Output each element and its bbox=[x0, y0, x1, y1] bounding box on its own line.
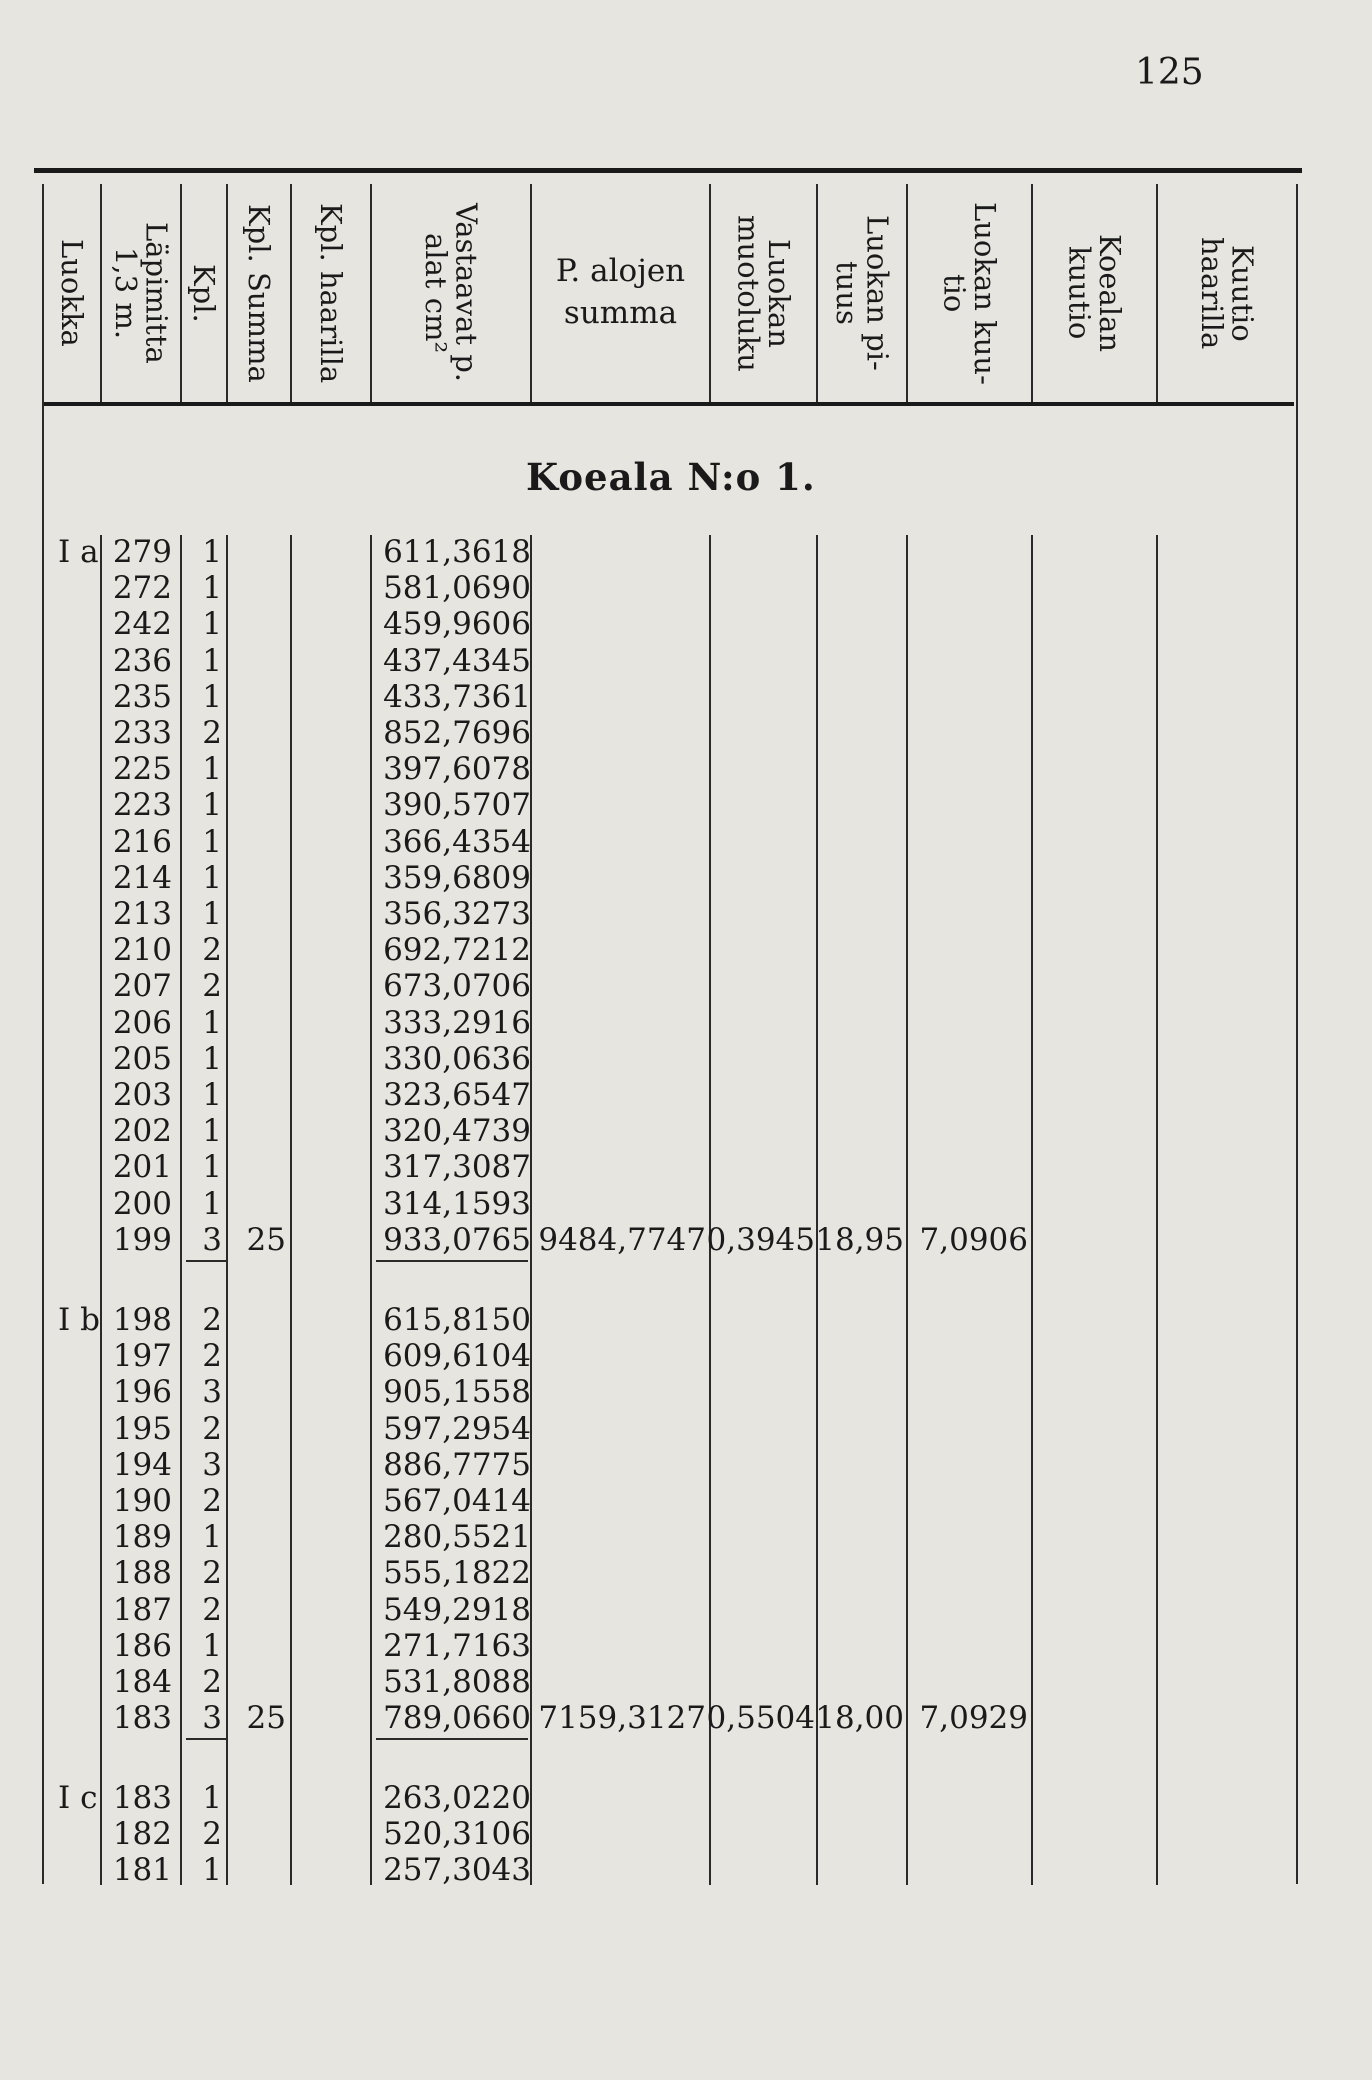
area-cell: 330,0636 bbox=[383, 1040, 531, 1077]
diameter-cell: 225 bbox=[112, 751, 172, 788]
area-cell: 531,8088 bbox=[383, 1664, 531, 1700]
height-cell: 18,95 bbox=[815, 1221, 904, 1258]
count-cell: 1 bbox=[202, 1852, 222, 1889]
count-cell: 2 bbox=[202, 968, 222, 1005]
table-row bbox=[0, 1816, 1372, 1852]
diameter-cell: 195 bbox=[112, 1410, 172, 1447]
count-cell: 1 bbox=[202, 1113, 222, 1150]
diameter-cell: 210 bbox=[112, 932, 172, 969]
diameter-cell: 214 bbox=[112, 859, 172, 896]
count-cell: 1 bbox=[202, 678, 222, 715]
table-row bbox=[0, 1447, 1372, 1483]
table-row bbox=[0, 751, 1372, 787]
table-row bbox=[0, 1338, 1372, 1374]
diameter-cell: 200 bbox=[112, 1185, 172, 1222]
area-sum-rule bbox=[376, 1738, 528, 1740]
table-row bbox=[0, 824, 1372, 860]
table-row bbox=[0, 860, 1372, 896]
count-cell: 1 bbox=[202, 1040, 222, 1077]
header-lapimitta: Läpimitta 1,3 m. bbox=[109, 222, 174, 364]
diameter-cell: 190 bbox=[112, 1483, 172, 1519]
diameter-cell: 235 bbox=[112, 678, 172, 715]
diameter-cell: 205 bbox=[112, 1040, 172, 1077]
area-cell: 615,8150 bbox=[383, 1302, 531, 1338]
height-cell: 18,00 bbox=[815, 1700, 904, 1737]
diameter-cell: 187 bbox=[112, 1591, 172, 1628]
count-sum-cell: 25 bbox=[246, 1700, 286, 1737]
count-cell: 1 bbox=[202, 751, 222, 788]
area-cell: 356,3273 bbox=[383, 896, 531, 932]
table-row bbox=[0, 1222, 1372, 1258]
header-koealan: Koealan kuutio bbox=[1062, 233, 1127, 353]
area-cell: 609,6104 bbox=[383, 1338, 531, 1375]
diameter-cell: 194 bbox=[112, 1446, 172, 1483]
diameter-cell: 181 bbox=[112, 1852, 172, 1889]
count-sum-cell: 25 bbox=[246, 1221, 286, 1258]
count-cell: 1 bbox=[202, 1627, 222, 1664]
table-row bbox=[0, 1186, 1372, 1222]
table-row bbox=[0, 1519, 1372, 1555]
volume-cell: 7,0906 bbox=[919, 1221, 1028, 1258]
count-cell: 2 bbox=[202, 1483, 222, 1519]
diameter-cell: 184 bbox=[112, 1664, 172, 1700]
header-pituus: Luokan pi- tuus bbox=[830, 215, 895, 371]
diameter-cell: 279 bbox=[112, 534, 172, 570]
count-cell: 1 bbox=[202, 1185, 222, 1222]
class-label: I b bbox=[58, 1302, 100, 1338]
table-row bbox=[0, 570, 1372, 606]
area-cell: 390,5707 bbox=[383, 787, 531, 824]
diameter-cell: 189 bbox=[112, 1519, 172, 1556]
table-row bbox=[0, 679, 1372, 715]
table-row bbox=[0, 1555, 1372, 1591]
area-cell: 280,5521 bbox=[383, 1519, 531, 1556]
table-row bbox=[0, 896, 1372, 932]
diameter-cell: 223 bbox=[112, 787, 172, 824]
header-p-alojen: P. alojen summa bbox=[555, 253, 686, 331]
area-cell: 397,6078 bbox=[383, 751, 531, 788]
area-cell: 433,7361 bbox=[383, 678, 531, 715]
diameter-cell: 242 bbox=[112, 606, 172, 643]
volume-cell: 7,0929 bbox=[919, 1700, 1028, 1737]
area-cell: 323,6547 bbox=[383, 1077, 531, 1113]
area-cell: 359,6809 bbox=[383, 859, 531, 896]
table-row bbox=[0, 1780, 1372, 1816]
area-cell: 886,7775 bbox=[383, 1446, 531, 1483]
diameter-cell: 216 bbox=[112, 823, 172, 860]
count-cell: 1 bbox=[202, 642, 222, 679]
area-cell: 673,0706 bbox=[383, 968, 531, 1005]
form-factor-cell: 0,3945 bbox=[706, 1221, 815, 1258]
diameter-cell: 198 bbox=[112, 1302, 172, 1338]
diameter-cell: 207 bbox=[112, 968, 172, 1005]
page-number: 125 bbox=[1135, 52, 1204, 93]
diameter-cell: 197 bbox=[112, 1338, 172, 1375]
diameter-cell: 186 bbox=[112, 1627, 172, 1664]
count-cell: 2 bbox=[202, 1664, 222, 1700]
count-cell: 3 bbox=[202, 1374, 222, 1411]
diameter-cell: 199 bbox=[112, 1221, 172, 1258]
area-cell: 314,1593 bbox=[383, 1185, 531, 1222]
count-cell: 2 bbox=[202, 1555, 222, 1592]
count-cell: 2 bbox=[202, 715, 222, 751]
table-row bbox=[0, 1113, 1372, 1149]
table-row bbox=[0, 1700, 1372, 1736]
table-row bbox=[0, 932, 1372, 968]
count-cell: 1 bbox=[202, 1780, 222, 1816]
class-label: I c bbox=[58, 1780, 98, 1816]
area-cell: 271,7163 bbox=[383, 1627, 531, 1664]
header-kpl-haarilla: Kpl. haarilla bbox=[314, 202, 349, 384]
area-cell: 366,4354 bbox=[383, 823, 531, 860]
diameter-cell: 272 bbox=[112, 570, 172, 607]
diameter-cell: 206 bbox=[112, 1004, 172, 1041]
table-row bbox=[0, 1852, 1372, 1888]
diameter-cell: 203 bbox=[112, 1077, 172, 1113]
diameter-cell: 202 bbox=[112, 1113, 172, 1150]
table-row bbox=[0, 1411, 1372, 1447]
diameter-cell: 213 bbox=[112, 896, 172, 932]
area-cell: 437,4345 bbox=[383, 642, 531, 679]
table-row bbox=[0, 606, 1372, 642]
header-vastaavat: Vastaavat p. alat cm² bbox=[419, 203, 484, 383]
area-cell: 520,3106 bbox=[383, 1816, 531, 1853]
count-cell: 2 bbox=[202, 1338, 222, 1375]
top-rule bbox=[34, 168, 1302, 173]
diameter-cell: 196 bbox=[112, 1374, 172, 1411]
area-cell: 611,3618 bbox=[383, 534, 531, 570]
class-label: I a bbox=[58, 534, 99, 570]
area-sum-rule bbox=[376, 1260, 528, 1262]
area-cell: 459,9606 bbox=[383, 606, 531, 643]
area-cell: 692,7212 bbox=[383, 932, 531, 969]
count-cell: 1 bbox=[202, 787, 222, 824]
count-cell: 1 bbox=[202, 859, 222, 896]
count-cell: 2 bbox=[202, 932, 222, 969]
table-row bbox=[0, 1005, 1372, 1041]
table-row bbox=[0, 1041, 1372, 1077]
table-row bbox=[0, 1483, 1372, 1519]
table-row bbox=[0, 968, 1372, 1004]
table-row bbox=[0, 534, 1372, 570]
table-row bbox=[0, 1077, 1372, 1113]
form-factor-cell: 0,5504 bbox=[706, 1700, 815, 1737]
area-cell: 597,2954 bbox=[383, 1410, 531, 1447]
diameter-cell: 182 bbox=[112, 1816, 172, 1853]
count-cell: 2 bbox=[202, 1816, 222, 1853]
count-cell: 2 bbox=[202, 1302, 222, 1338]
count-cell: 1 bbox=[202, 570, 222, 607]
table-row bbox=[0, 1664, 1372, 1700]
count-cell: 1 bbox=[202, 1004, 222, 1041]
count-cell: 2 bbox=[202, 1591, 222, 1628]
table-row bbox=[0, 1592, 1372, 1628]
diameter-cell: 233 bbox=[112, 715, 172, 751]
area-cell: 320,4739 bbox=[383, 1113, 531, 1150]
diameter-cell: 201 bbox=[112, 1149, 172, 1186]
area-cell: 789,0660 bbox=[383, 1700, 531, 1737]
count-cell: 2 bbox=[202, 1410, 222, 1447]
area-cell: 581,0690 bbox=[383, 570, 531, 607]
area-cell: 549,2918 bbox=[383, 1591, 531, 1628]
count-sum-rule bbox=[186, 1260, 226, 1262]
diameter-cell: 183 bbox=[112, 1780, 172, 1816]
area-cell: 263,0220 bbox=[383, 1780, 531, 1816]
count-sum-rule bbox=[186, 1738, 226, 1740]
diameter-cell: 236 bbox=[112, 642, 172, 679]
table-row bbox=[0, 787, 1372, 823]
table-row bbox=[0, 1374, 1372, 1410]
area-cell: 852,7696 bbox=[383, 715, 531, 751]
count-cell: 1 bbox=[202, 1077, 222, 1113]
header-bottom-rule bbox=[44, 402, 1294, 406]
header-kpl-summa: Kpl. Summa bbox=[242, 203, 277, 383]
header-kuutio: Luokan kuu- tio bbox=[937, 201, 1002, 385]
header-muotoluku: Luokan muotoluku bbox=[731, 214, 796, 372]
count-cell: 1 bbox=[202, 534, 222, 570]
table-row bbox=[0, 643, 1372, 679]
header-haarilla: Kuutio haarilla bbox=[1195, 236, 1260, 350]
count-cell: 3 bbox=[202, 1446, 222, 1483]
area-cell: 333,2916 bbox=[383, 1004, 531, 1041]
count-cell: 1 bbox=[202, 1149, 222, 1186]
diameter-cell: 183 bbox=[112, 1700, 172, 1737]
table-row bbox=[0, 715, 1372, 751]
count-cell: 1 bbox=[202, 823, 222, 860]
table-row bbox=[0, 1302, 1372, 1338]
count-cell: 3 bbox=[202, 1700, 222, 1737]
section-title: Koeala N:o 1. bbox=[526, 455, 816, 499]
area-total-cell: 7159,3127 bbox=[538, 1700, 706, 1737]
area-cell: 555,1822 bbox=[383, 1555, 531, 1592]
count-cell: 3 bbox=[202, 1221, 222, 1258]
count-cell: 1 bbox=[202, 896, 222, 932]
count-cell: 1 bbox=[202, 1519, 222, 1556]
area-cell: 567,0414 bbox=[383, 1483, 531, 1519]
area-cell: 933,0765 bbox=[383, 1221, 531, 1258]
table-row bbox=[0, 1628, 1372, 1664]
count-cell: 1 bbox=[202, 606, 222, 643]
diameter-cell: 188 bbox=[112, 1555, 172, 1592]
area-cell: 257,3043 bbox=[383, 1852, 531, 1889]
area-cell: 905,1558 bbox=[383, 1374, 531, 1411]
header-kpl: Kpl. bbox=[187, 263, 222, 323]
header-luokka: Luokka bbox=[55, 239, 90, 347]
area-total-cell: 9484,7747 bbox=[538, 1221, 706, 1258]
table-row bbox=[0, 1149, 1372, 1185]
area-cell: 317,3087 bbox=[383, 1149, 531, 1186]
